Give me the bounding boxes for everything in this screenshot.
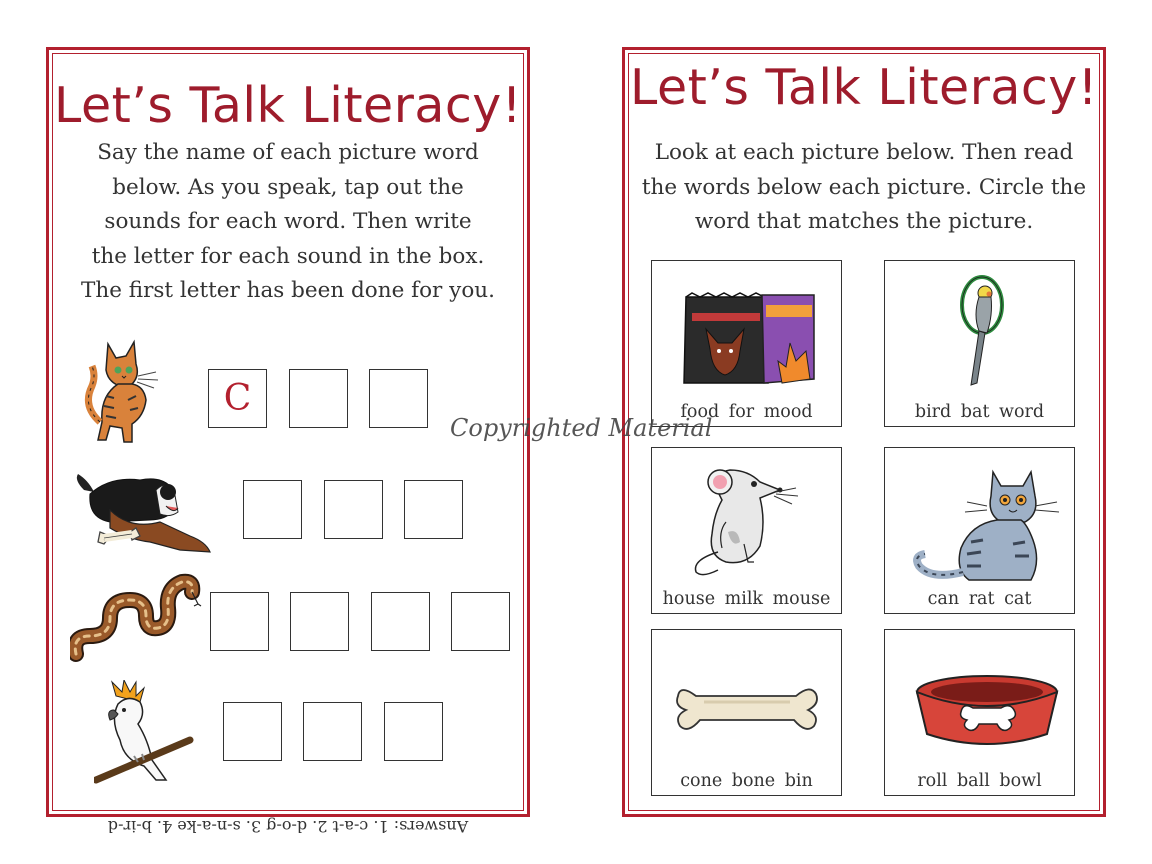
bird-icon — [94, 680, 194, 788]
picture-card — [884, 629, 1075, 796]
picture-card — [884, 447, 1075, 614]
picture-card — [651, 260, 842, 427]
cat-icon — [901, 462, 1063, 586]
instruction-line: word that matches the picture. — [694, 209, 1034, 234]
instruction-line: the words below each picture. Circle the — [641, 174, 1087, 200]
instruction-line: below. As you speak, tap out the — [112, 174, 464, 200]
instruction-line: the letter for each sound in the box. — [91, 243, 485, 269]
card-caption[interactable]: cone bone bin — [680, 771, 813, 791]
right-instructions — [631, 136, 1097, 240]
instruction-line: Say the name of each picture word — [97, 140, 479, 165]
dog-icon — [70, 470, 216, 556]
letter-box[interactable]: C — [208, 369, 267, 428]
letter-box[interactable] — [324, 480, 383, 539]
pet-bowl-icon — [913, 674, 1061, 750]
letter-box[interactable] — [371, 592, 430, 651]
right-page-title: Let’s Talk Literacy! — [630, 59, 1098, 116]
letter-box[interactable] — [223, 702, 282, 761]
card-caption[interactable]: food for mood — [680, 402, 813, 422]
letter-box[interactable] — [289, 369, 348, 428]
cat-icon — [78, 336, 176, 448]
snake-icon — [70, 572, 202, 668]
picture-card — [651, 447, 842, 614]
picture-card — [884, 260, 1075, 427]
card-caption[interactable]: roll ball bowl — [917, 771, 1042, 791]
bone-icon — [674, 682, 820, 734]
instruction-line: sounds for each word. Then write — [104, 209, 472, 234]
answer-key-upside-down: Answers: 1. c-a-t 2. d-o-g 3. s-n-a-ke 4. b-ir-d — [107, 817, 469, 836]
letter-box[interactable] — [243, 480, 302, 539]
bird-on-perch-icon — [953, 275, 1011, 397]
left-page-title: Let’s Talk Literacy! — [54, 77, 522, 134]
left-instructions — [59, 136, 517, 309]
card-caption[interactable]: bird bat word — [914, 402, 1045, 422]
copyright-watermark: Copyrighted Material — [450, 414, 713, 442]
instruction-line: Look at each picture below. Then read — [654, 140, 1074, 165]
instruction-line: The first letter has been done for you. — [81, 278, 495, 303]
picture-card — [651, 629, 842, 796]
letter-box[interactable] — [369, 369, 428, 428]
card-caption[interactable]: can rat cat — [927, 589, 1032, 609]
letter-box[interactable] — [290, 592, 349, 651]
letter-box[interactable] — [210, 592, 269, 651]
pet-food-bags-icon — [682, 291, 816, 385]
mouse-icon — [688, 462, 804, 580]
letter-box[interactable] — [384, 702, 443, 761]
card-caption[interactable]: house milk mouse — [662, 589, 831, 609]
letter-box[interactable] — [451, 592, 510, 651]
letter-box[interactable] — [404, 480, 463, 539]
letter-box[interactable] — [303, 702, 362, 761]
